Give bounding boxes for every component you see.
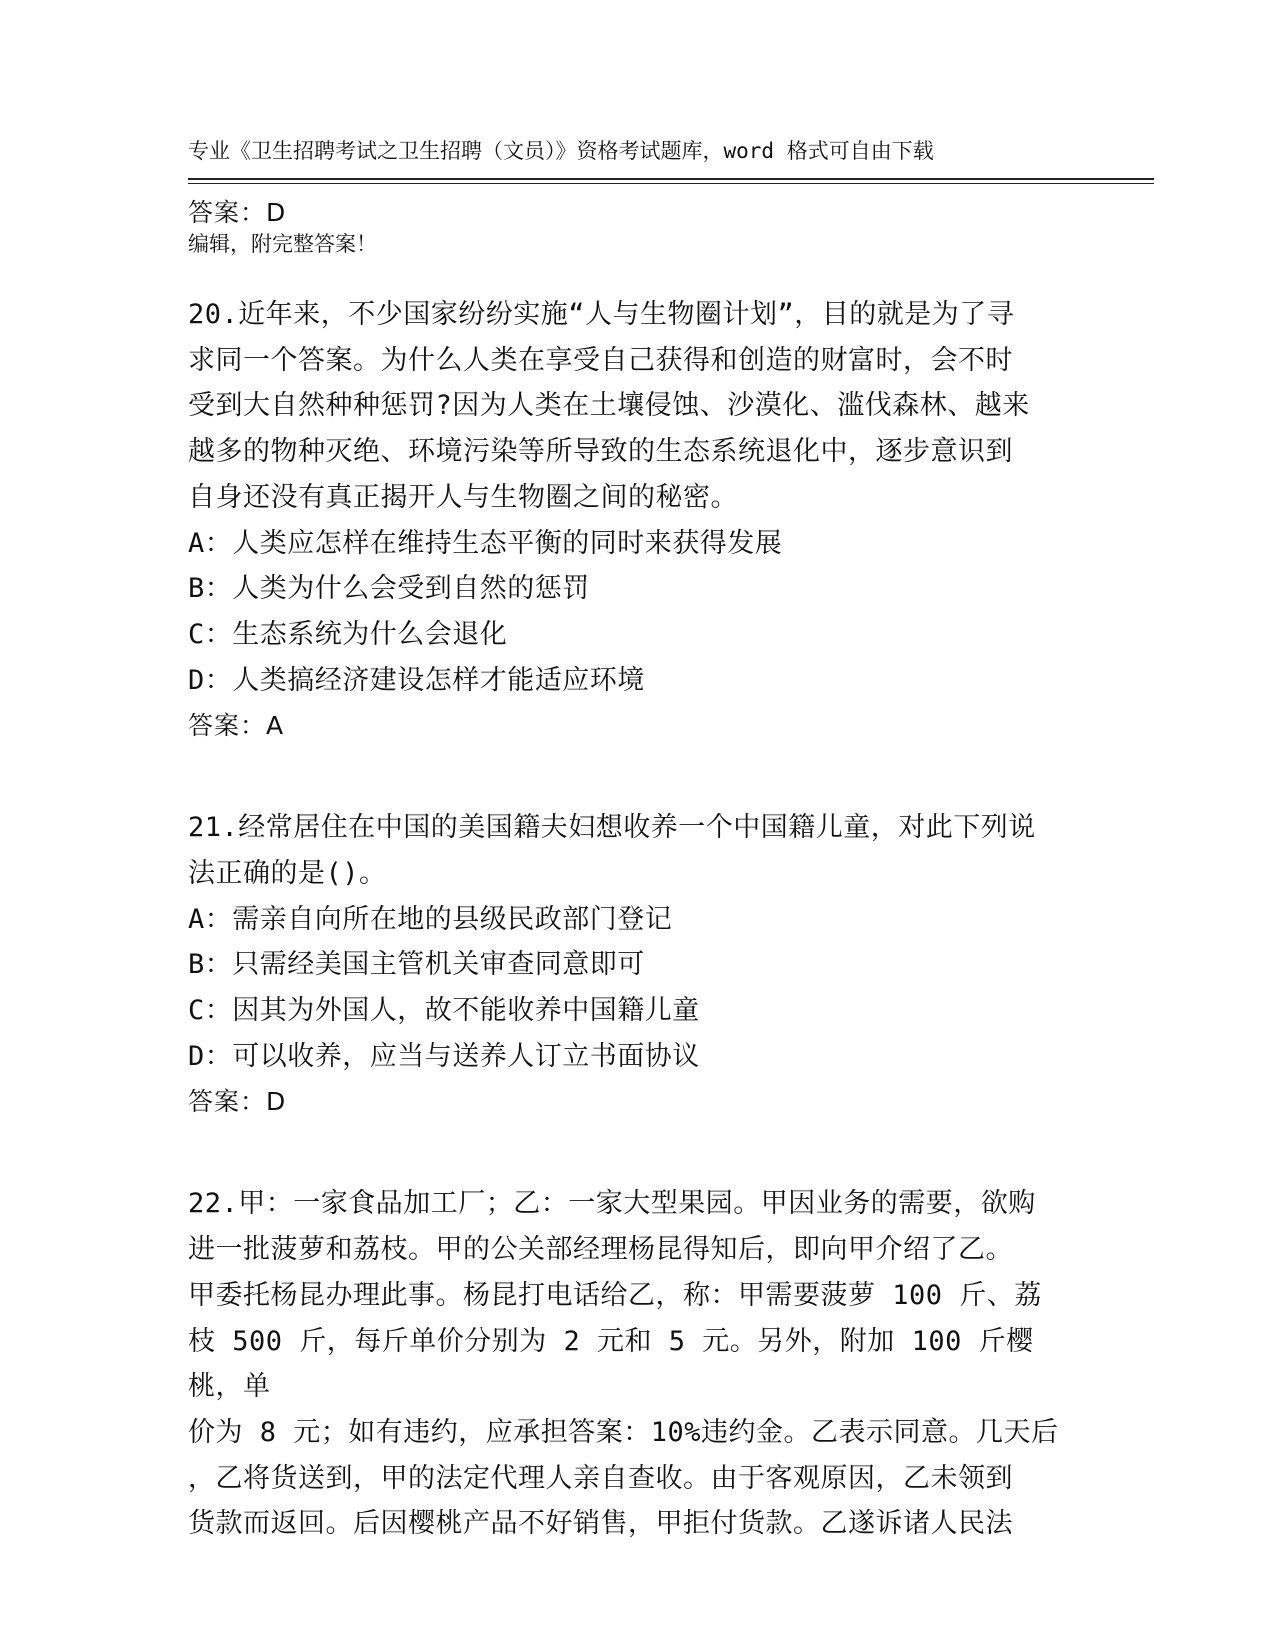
question-21-stem	[188, 805, 1088, 896]
header-divider-thick	[188, 178, 1154, 180]
question-stem-line: 求同一个答案。为什么人类在享受自己获得和创造的财富时，会不时	[188, 344, 1013, 376]
question-21-option-c: C：因其为外国人，故不能收养中国籍儿童	[188, 995, 700, 1027]
question-21-option-d: D：可以收养，应当与送养人订立书面协议	[188, 1040, 700, 1072]
question-stem-line: 枝 500 斤，每斤单价分别为 2 元和 5 元。另外，附加 100 斤樱桃，单	[188, 1325, 1034, 1403]
previous-question-answer: 答案：D	[188, 198, 287, 227]
question-stem-line: 受到大自然种种惩罚?因为人类在土壤侵蚀、沙漠化、滥伐森林、越来	[188, 390, 1030, 422]
question-21-answer: 答案：D	[188, 1087, 287, 1117]
question-stem-line: 自身还没有真正揭开人与生物圈之间的秘密。	[188, 481, 738, 513]
question-20-option-a: A：人类应怎样在维持生态平衡的同时来获得发展	[188, 527, 783, 559]
header-line-1: 专业《卫生招聘考试之卫生招聘（文员）》资格考试题库，word 格式可自由下载	[188, 139, 934, 163]
header-line-2: 编辑，附完整答案！	[188, 232, 377, 256]
question-stem-line: 甲委托杨昆办理此事。杨昆打电话给乙，称：甲需要菠萝 100 斤、荔	[188, 1279, 1042, 1311]
question-20-stem	[188, 292, 1088, 521]
question-20-option-d: D：人类搞经济建设怎样才能适应环境	[188, 664, 645, 696]
question-20-option-b: B：人类为什么会受到自然的惩罚	[188, 573, 590, 605]
question-stem-line: 价为 8 元；如有违约，应承担答案：10%违约金。乙表示同意。几天后	[188, 1416, 1059, 1448]
question-stem-line: ，乙将货送到，甲的法定代理人亲自查收。由于客观原因，乙未领到	[188, 1462, 1013, 1494]
question-21-option-a: A：需亲自向所在地的县级民政部门登记	[188, 903, 673, 935]
question-stem-line: 22.甲：一家食品加工厂；乙：一家大型果园。甲因业务的需要，欲购	[188, 1188, 1036, 1220]
question-20-option-c: C：生态系统为什么会退化	[188, 618, 508, 650]
document-body	[188, 190, 1088, 1547]
question-stem-line: 越多的物种灭绝、环境污染等所导致的生态系统退化中，逐步意识到	[188, 436, 1013, 468]
question-stem-line: 货款而返回。后因樱桃产品不好销售，甲拒付货款。乙遂诉诸人民法	[188, 1508, 1013, 1540]
question-stem-line: 进一批菠萝和荔枝。甲的公关部经理杨昆得知后，即向甲介绍了乙。	[188, 1234, 1013, 1266]
header-divider-thin	[188, 183, 1154, 184]
question-21-option-b: B：只需经美国主管机关审查同意即可	[188, 949, 645, 981]
question-stem-line: 20.近年来，不少国家纷纷实施“人与生物圈计划”，目的就是为了寻	[188, 299, 1015, 330]
question-20	[188, 292, 1088, 748]
question-20-answer: 答案：A	[188, 711, 285, 741]
question-22	[188, 1181, 1088, 1547]
question-stem-line: 21.经常居住在中国的美国籍夫妇想收养一个中国籍儿童，对此下列说	[188, 812, 1036, 844]
question-22-stem	[188, 1181, 1088, 1547]
question-21	[188, 805, 1088, 1124]
question-stem-line: 法正确的是()。	[188, 857, 387, 889]
